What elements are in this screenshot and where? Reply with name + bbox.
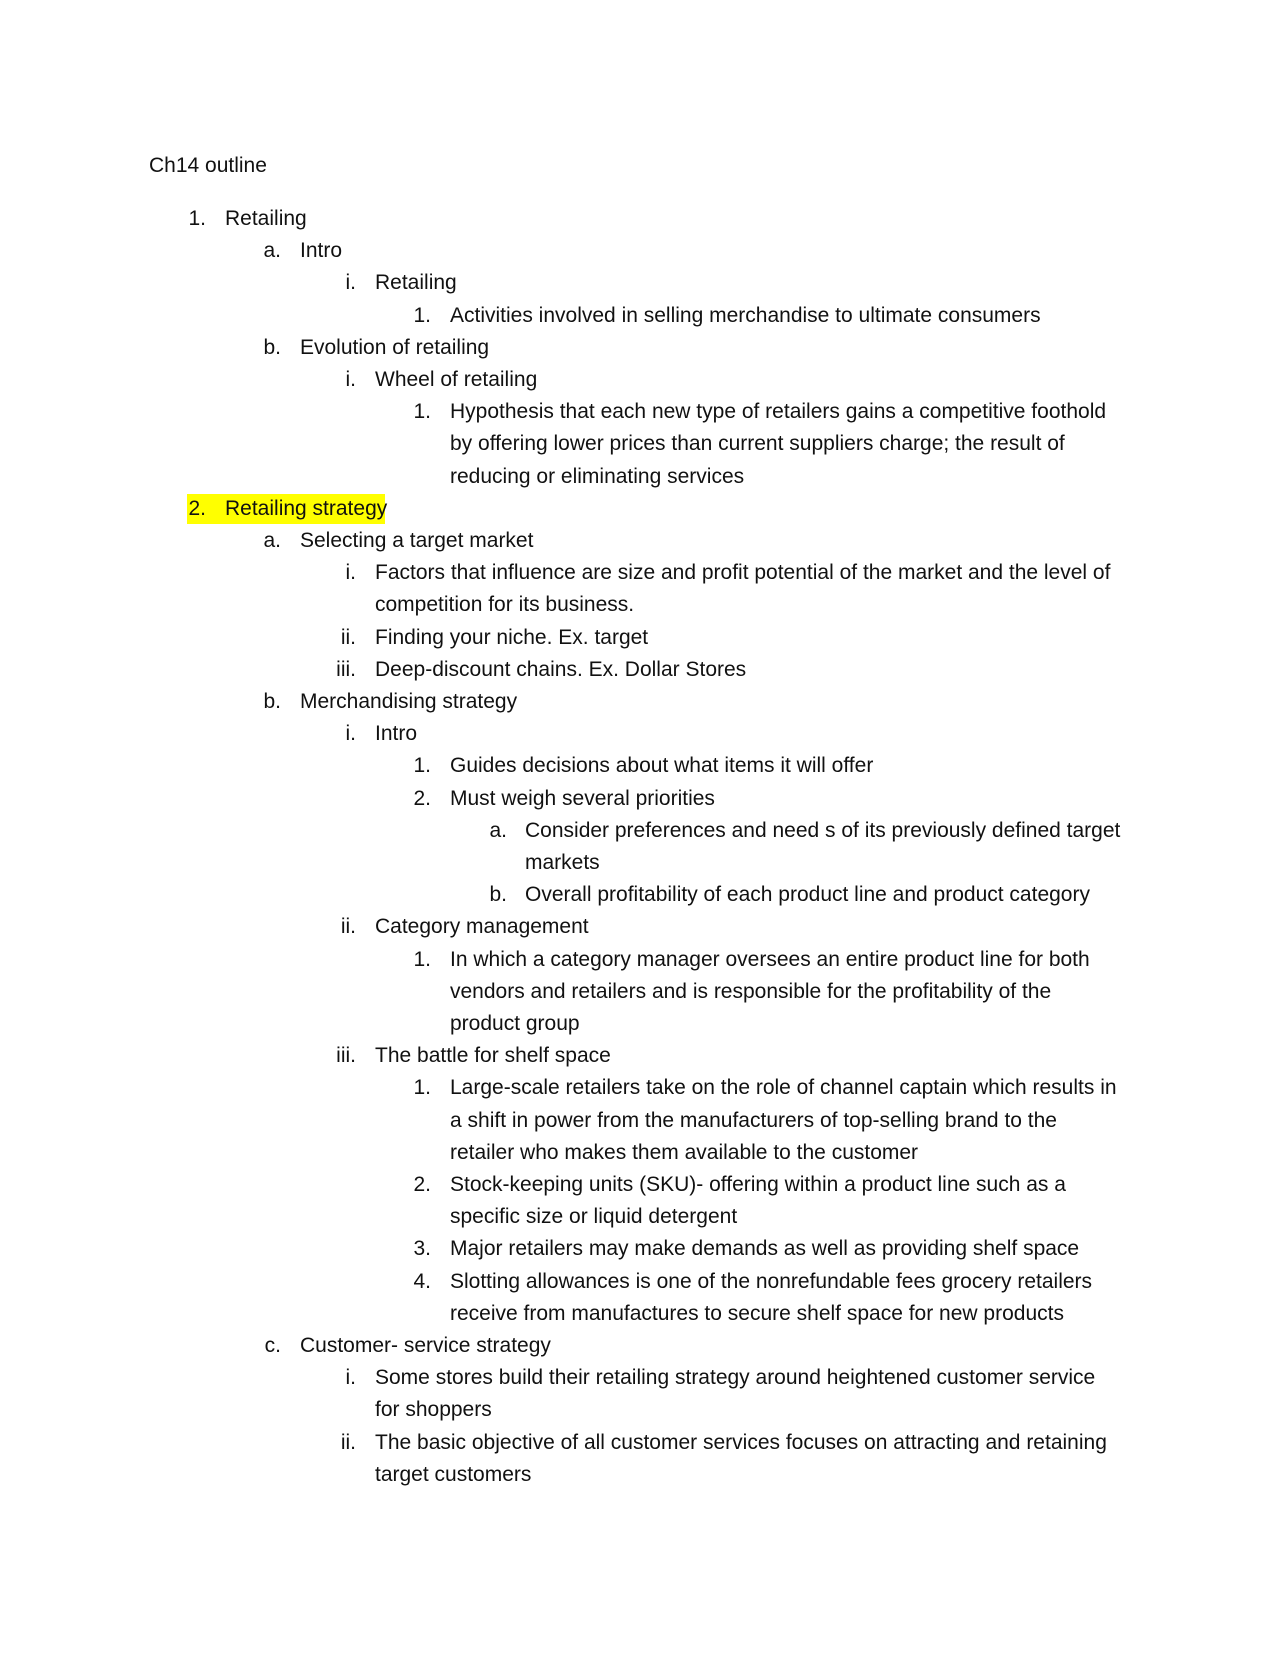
list-marker: iii. [336, 1044, 356, 1068]
list-marker: i. [345, 722, 356, 746]
document-title: Ch14 outline [149, 154, 267, 177]
list-marker: i. [345, 368, 356, 391]
outline-line [0, 300, 1280, 332]
outline-line [0, 718, 1280, 750]
outline-line [0, 203, 1280, 235]
list-item-text: Retailing strategy [225, 496, 388, 520]
list-item-text: Retailing [375, 271, 457, 295]
list-marker: a. [263, 529, 281, 552]
list-item-text: Merchandising strategy [300, 690, 518, 713]
list-marker: 1. [188, 207, 206, 230]
outline-line [0, 1137, 1280, 1169]
list-marker: 3. [413, 1237, 431, 1261]
list-marker: 2. [413, 1173, 431, 1196]
outline-line [0, 1394, 1280, 1426]
list-item-text: competition for its business. [375, 593, 635, 617]
list-item-text: Stock-keeping units (SKU)- offering within a product line such as a [450, 1173, 1066, 1196]
list-marker: 4. [413, 1269, 431, 1293]
list-item-text: Evolution of retailing [300, 335, 490, 359]
outline-line [0, 686, 1280, 718]
list-marker: a. [489, 818, 507, 842]
list-marker: a. [263, 239, 281, 263]
list-marker: 1. [413, 303, 431, 327]
outline-line [0, 1459, 1280, 1491]
outline-line [0, 750, 1280, 782]
outline-line [0, 654, 1280, 686]
list-item-text: Finding your niche. Ex. target [375, 625, 649, 649]
outline-line [0, 1330, 1280, 1362]
outline-line [0, 364, 1280, 396]
outline-line [0, 1201, 1280, 1233]
outline-line [0, 461, 1280, 493]
outline-line [0, 332, 1280, 364]
list-item-text: Some stores build their retailing strategy around heightened customer service [375, 1366, 1096, 1390]
list-marker: i. [345, 271, 356, 295]
list-item-text: Selecting a target market [300, 529, 534, 552]
list-marker: 2. [188, 496, 206, 520]
list-marker: b. [263, 690, 281, 713]
list-item-text: Slotting allowances is one of the nonrefundable fees grocery retailers [450, 1269, 1093, 1293]
outline-line [0, 783, 1280, 815]
list-marker: 1. [413, 400, 431, 424]
outline-line [0, 1072, 1280, 1104]
outline-line [0, 976, 1280, 1008]
list-item-text: Consider preferences and need s of its previously defined target [525, 818, 1121, 842]
list-marker: c. [264, 1334, 281, 1357]
outline-line [0, 396, 1280, 428]
outline-line [0, 911, 1280, 943]
list-marker: ii. [340, 1430, 356, 1454]
outline-line [0, 1233, 1280, 1265]
list-item-text: vendors and retailers and is responsible for the profitability of the [450, 979, 1052, 1003]
list-marker: b. [489, 883, 507, 907]
outline-line [0, 428, 1280, 460]
outline-line [0, 622, 1280, 654]
list-item-text: for shoppers [375, 1398, 492, 1422]
list-item-text: a shift in power from the manufacturers of top-selling brand to the [450, 1108, 1057, 1132]
outline-line [0, 1266, 1280, 1298]
list-item-text: Deep-discount chains. Ex. Dollar Stores [375, 657, 747, 681]
list-item-text: Category management [375, 915, 589, 939]
list-item-text: Overall profitability of each product line and product category [525, 883, 1090, 907]
list-marker: i. [345, 1366, 356, 1390]
outline-line [0, 235, 1280, 267]
list-marker: iii. [336, 657, 356, 681]
list-item-text: markets [525, 851, 600, 874]
outline-line [0, 267, 1280, 299]
list-item-text: Large-scale retailers take on the role of channel captain which results in [450, 1076, 1117, 1100]
outline-line [0, 879, 1280, 911]
list-item-text: The basic objective of all customer services focuses on attracting and retaining [375, 1430, 1107, 1454]
list-item-text: Wheel of retailing [375, 368, 538, 391]
list-marker: b. [263, 335, 281, 359]
outline-line [0, 589, 1280, 621]
outline-line [0, 493, 1280, 525]
list-item-text: Activities involved in selling merchandise to ultimate consumers [450, 303, 1041, 327]
list-item-text: Guides decisions about what items it will offer [450, 754, 874, 778]
list-item-text: receive from manufactures to secure shelf space for new products [450, 1301, 1064, 1325]
list-item-text: The battle for shelf space [375, 1044, 611, 1068]
outline-line [0, 1105, 1280, 1137]
list-item-text: Intro [375, 722, 418, 746]
list-item-text: retailer who makes them available to the customer [450, 1140, 919, 1164]
list-marker: i. [345, 561, 356, 585]
outline-line [0, 847, 1280, 879]
list-item-text: reducing or eliminating services [450, 464, 745, 488]
outline-line [0, 1298, 1280, 1330]
list-item-text: Factors that influence are size and profit potential of the market and the level of [375, 561, 1111, 585]
list-marker: ii. [340, 915, 356, 939]
list-item-text: In which a category manager oversees an entire product line for both [450, 947, 1090, 971]
outline-line [0, 557, 1280, 589]
outline-line [0, 525, 1280, 557]
outline-line [0, 1169, 1280, 1201]
list-item-text: by offering lower prices than current suppliers charge; the result of [450, 432, 1065, 456]
outline-line [0, 815, 1280, 847]
list-marker: 2. [413, 786, 431, 810]
outline-line [0, 1040, 1280, 1072]
list-marker: 1. [413, 1076, 431, 1100]
list-marker: 1. [413, 947, 431, 971]
list-item-text: specific size or liquid detergent [450, 1205, 738, 1229]
list-marker: 1. [413, 754, 431, 778]
list-item-text: Major retailers may make demands as well as providing shelf space [450, 1237, 1080, 1261]
list-item-text: target customers [375, 1462, 532, 1486]
list-item-text: Customer- service strategy [300, 1334, 551, 1357]
list-item-text: product group [450, 1012, 580, 1035]
list-item-text: Must weigh several priorities [450, 786, 715, 810]
outline-line [0, 1362, 1280, 1394]
list-item-text: Hypothesis that each new type of retailers gains a competitive foothold [450, 400, 1107, 424]
list-item-text: Intro [300, 239, 343, 263]
list-marker: ii. [340, 625, 356, 649]
outline-line [0, 944, 1280, 976]
outline-line [0, 1427, 1280, 1459]
list-item-text: Retailing [225, 207, 307, 230]
outline-line [0, 1008, 1280, 1040]
